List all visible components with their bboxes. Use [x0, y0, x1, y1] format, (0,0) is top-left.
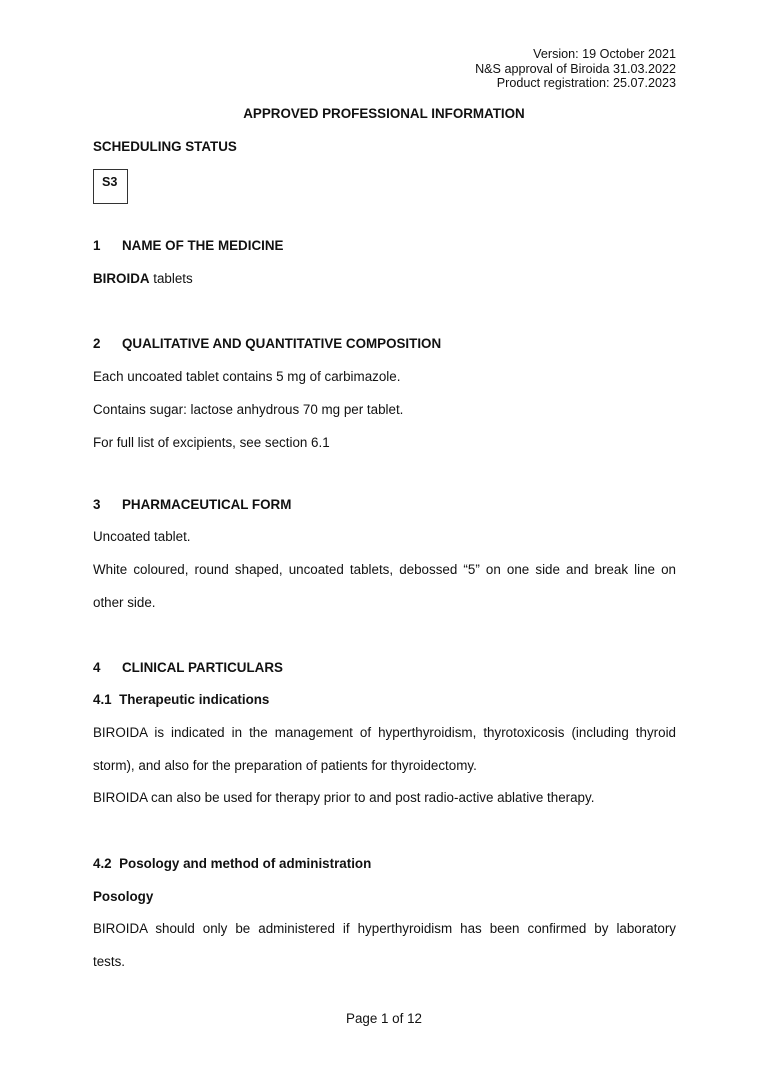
composition-line: Contains sugar: lactose anhydrous 70 mg per tablet. [93, 402, 404, 417]
subsection-4-2-number: 4.2 [93, 856, 112, 871]
section-3-heading [93, 497, 291, 512]
indications-line: BIROIDA can also be used for therapy prior to and post radio-active ablative therapy. [93, 790, 595, 805]
composition-line: For full list of excipients, see section 6.1 [93, 435, 330, 450]
form-description-line: White coloured, round shaped, uncoated tablets, debossed “5” on one side and break line on [93, 562, 676, 577]
medicine-name [93, 271, 193, 286]
section-1-title: NAME OF THE MEDICINE [122, 238, 284, 253]
section-2-title: QUALITATIVE AND QUANTITATIVE COMPOSITION [122, 336, 442, 351]
posology-subheading: Posology [93, 889, 154, 904]
section-4-title: CLINICAL PARTICULARS [122, 660, 283, 675]
posology-line: tests. [93, 954, 125, 969]
subsection-4-1-title: Therapeutic indications [119, 692, 270, 707]
document-title: APPROVED PROFESSIONAL INFORMATION [243, 106, 525, 121]
section-3-number: 3 [93, 497, 101, 512]
document-header [475, 47, 676, 91]
scheduling-heading: SCHEDULING STATUS [93, 139, 237, 154]
section-2-heading [93, 336, 441, 351]
composition-line: Each uncoated tablet contains 5 mg of carbimazole. [93, 369, 401, 384]
section-4-number: 4 [93, 660, 101, 675]
medicine-name-rest: tablets [149, 271, 193, 286]
subsection-4-2-heading [93, 856, 371, 871]
section-1-number: 1 [93, 238, 101, 253]
form-description-line: other side. [93, 595, 156, 610]
subsection-4-1-heading [93, 692, 269, 707]
subsection-4-1-number: 4.1 [93, 692, 112, 707]
scheduling-status-value: S3 [102, 175, 118, 189]
form-line: Uncoated tablet. [93, 529, 191, 544]
indications-line: BIROIDA is indicated in the management of hyperthyroidism, thyrotoxicosis (including thyroid [93, 725, 676, 740]
section-3-title: PHARMACEUTICAL FORM [122, 497, 292, 512]
section-1-heading [93, 238, 283, 253]
section-2-number: 2 [93, 336, 101, 351]
indications-line: storm), and also for the preparation of patients for thyroidectomy. [93, 758, 477, 773]
page-number: Page 1 of 12 [346, 1011, 422, 1026]
scheduling-status-box [93, 169, 128, 204]
subsection-4-2-title: Posology and method of administration [119, 856, 372, 871]
section-4-heading [93, 660, 283, 675]
approval-text: N&S approval of Biroida 31.03.2022 [475, 61, 676, 76]
registration-text: Product registration: 25.07.2023 [496, 76, 676, 90]
posology-line: BIROIDA should only be administered if hyperthyroidism has been confirmed by laboratory [93, 921, 676, 936]
medicine-name-bold: BIROIDA [93, 271, 150, 286]
version-text: Version: 19 October 2021 [533, 47, 676, 61]
